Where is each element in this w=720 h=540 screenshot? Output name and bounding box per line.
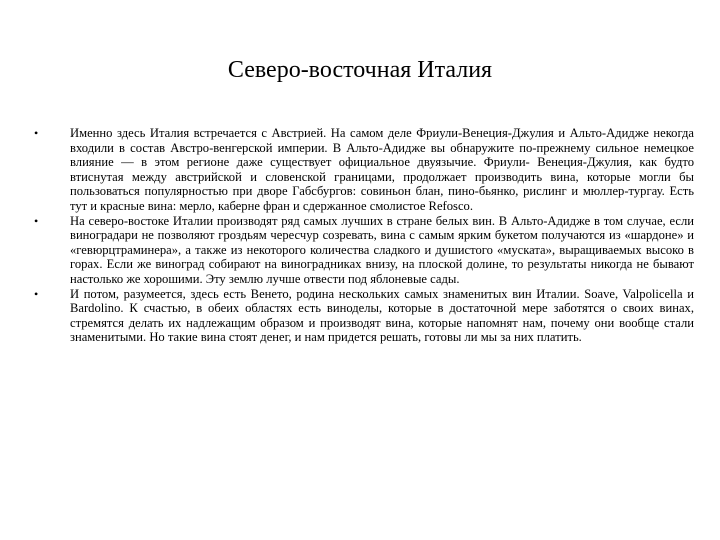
bullet-item xyxy=(34,214,694,287)
bullet-icon: • xyxy=(34,286,39,301)
bullet-item xyxy=(34,287,694,345)
bullet-icon: • xyxy=(34,213,39,228)
bullet-icon: • xyxy=(34,126,39,140)
bullet-list xyxy=(34,126,694,345)
bullet-text: И потом, разумеется, здесь есть Венето, родина нескольких самых знаменитых вин Италии. Soave, Valpolicella и Bardolino. К счастью, в обеих областях есть виноделы, которые в достаточной мере заботятся о своих винах, стремятся делать их надлежащим образом и производят вина, которые напомнят нам, почему они вообще стали знаменитыми. Но такие вина стоят денег, и нам придется решать, готовы ли мы за них платить. xyxy=(70,286,694,345)
bullet-item xyxy=(34,126,694,214)
slide-title: Северо-восточная Италия xyxy=(227,57,493,83)
bullet-text: Именно здесь Италия встречается с Австрией. На самом деле Фриули-Венеция-Джулия и Альто-Адидже некогда входили в состав Австро-венгерской империи. В Альто-Адидже вы обнаружите по-прежнему сильное немецкое влияние — в этом регионе даже существует официальное двуязычие. Фриули- Венеция-Джулия, как будто втиснутая между австрийской и словенской границами, продолжает производить вина, которые могли бы пользоваться популярностью при дворе Габсбургов: совиньон блан, пино-бьянко, рислинг и мюллер-тургау. Есть тут и красные вина: мерло, каберне фран и сдержанное смолистое Refosco. xyxy=(70,126,694,213)
bullet-text: На северо-востоке Италии производят ряд самых лучших в стране белых вин. В Альто-Адидже в том случае, если виноградари не позволяют гроздьям чересчур созревать, вина с самым ярким букетом получаются из «шардоне» и «гевюрцтраминера», а также из некоторого количества сладкого и душистого «муската», выращиваемых высоко в горах. Если же виноград собирают на виноградниках внизу, на плоской долине, то результаты никогда не бывают настолько же хорошими. Эту землю лучше отвести под яблоневые сады. xyxy=(70,213,694,286)
